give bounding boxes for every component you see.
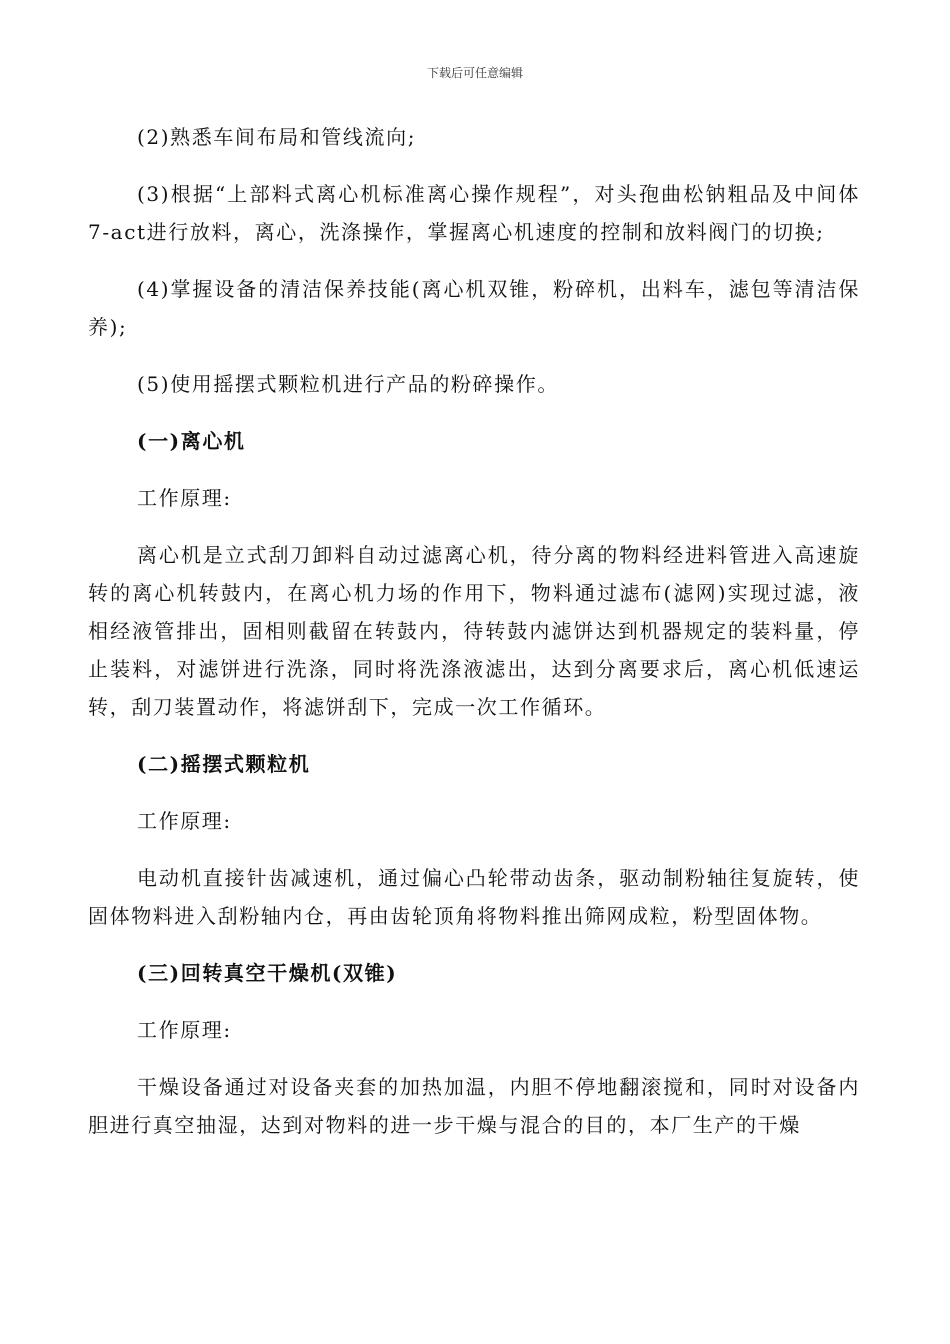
paragraph-centrifuge-principle: 离心机是立式刮刀卸料自动过滤离心机，待分离的物料经进料管进入高速旋转的离心机转鼓内，在离心机力场的作用下，物料通过滤布(滤网)实现过滤，液相经液管排出，固相则截留在转鼓内，待转鼓内滤饼达到机器规定的装料量，停止装料，对滤饼进行洗涤，同时将洗涤液滤出，达到分离要求后，离心机低速运转，刮刀装置动作，将滤饼刮下，完成一次工作循环。 <box>88 543 860 719</box>
section-heading-vacuum-dryer: (三)回转真空干燥机(双锥) <box>137 961 398 985</box>
section-heading-granulator: (二)摇摆式颗粒机 <box>137 752 311 776</box>
paragraph-gap <box>88 840 860 859</box>
page-header: 下载后可任意编辑 <box>426 66 523 80</box>
label-working-principle: 工作原理: <box>137 1018 232 1042</box>
label-working-principle: 工作原理: <box>137 809 232 833</box>
paragraph-step-5: (5)使用摇摆式颗粒机进行产品的粉碎操作。 <box>137 372 559 396</box>
paragraph-gap <box>88 783 860 802</box>
paragraph-gap <box>88 251 860 270</box>
paragraph-gap <box>88 517 860 536</box>
paragraph-gap <box>88 346 860 365</box>
paragraph-step-2: (2)熟悉车间布局和管线流向; <box>137 125 417 149</box>
section-heading-centrifuge: (一)离心机 <box>137 429 246 453</box>
document-body <box>88 118 860 1144</box>
paragraph-step-4: (4)掌握设备的清洁保养技能(离心机双锥，粉碎机，出料车，滤包等清洁保养); <box>88 277 860 339</box>
paragraph-gap <box>88 1049 860 1068</box>
paragraph-dryer-principle: 干燥设备通过对设备夹套的加热加温，内胆不停地翻滚搅和，同时对设备内胆进行真空抽湿，达到对物料的进一步干燥与混合的目的，本厂生产的干燥 <box>88 1075 860 1137</box>
paragraph-granulator-principle: 电动机直接针齿减速机，通过偏心凸轮带动齿条，驱动制粉轴往复旋转，使固体物料进入刮粉轴内仓，再由齿轮顶角将物料推出筛网成粒，粉型固体物。 <box>88 866 860 928</box>
paragraph-step-3: (3)根据“上部料式离心机标准离心操作规程”，对头孢曲松钠粗品及中间体7-act进行放料，离心，洗涤操作，掌握离心机速度的控制和放料阀门的切换; <box>88 182 860 244</box>
paragraph-gap <box>88 726 860 745</box>
paragraph-gap <box>88 403 860 422</box>
paragraph-gap <box>88 460 860 479</box>
paragraph-gap <box>88 992 860 1011</box>
paragraph-gap <box>88 156 860 175</box>
label-working-principle: 工作原理: <box>137 486 232 510</box>
paragraph-gap <box>88 935 860 954</box>
